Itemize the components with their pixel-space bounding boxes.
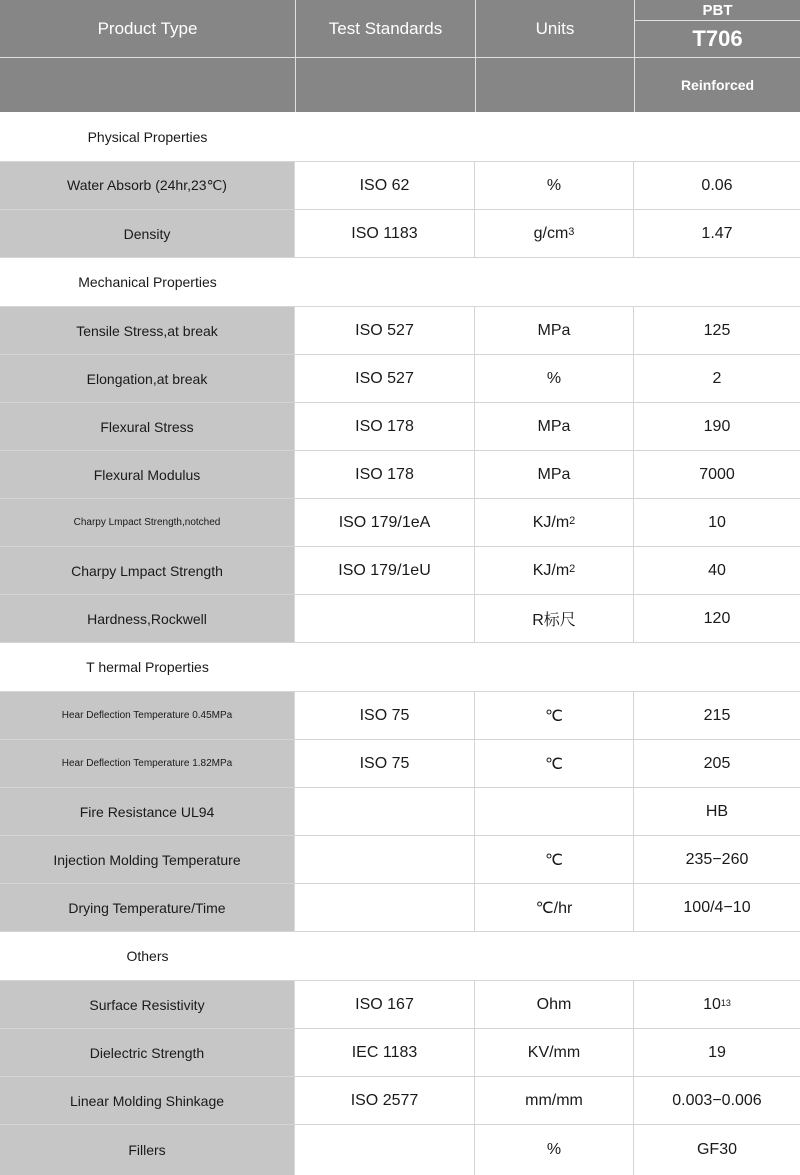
value: 100/4−10 bbox=[683, 898, 751, 916]
value: 2 bbox=[712, 369, 722, 387]
unit: % bbox=[475, 355, 634, 402]
property-name: Fire Resistance UL94 bbox=[0, 788, 295, 835]
unit: KJ/m $^2$ bbox=[475, 499, 634, 546]
table-row bbox=[0, 595, 800, 643]
unit: MPa bbox=[475, 403, 634, 450]
header-grade: T706 bbox=[692, 26, 743, 51]
value: 205 bbox=[703, 754, 731, 772]
unit: MPa bbox=[475, 307, 634, 354]
table-row bbox=[0, 499, 800, 547]
property-name: Linear Molding Shinkage bbox=[0, 1077, 295, 1124]
value: 10 $^{13}$ bbox=[703, 995, 731, 1013]
test-standard bbox=[295, 836, 475, 883]
property-name: Surface Resistivity bbox=[0, 981, 295, 1028]
table-row bbox=[0, 451, 800, 499]
property-name: Elongation,at break bbox=[0, 355, 295, 402]
value: 40 bbox=[708, 561, 726, 579]
table-row bbox=[0, 162, 800, 210]
test-standard bbox=[295, 1125, 475, 1175]
table-row bbox=[0, 403, 800, 451]
property-name: Hear Deflection Temperature 1.82MPa bbox=[0, 740, 295, 787]
property-name: Dielectric Strength bbox=[0, 1029, 295, 1076]
property-name: Fillers bbox=[0, 1125, 295, 1175]
test-standard bbox=[295, 884, 475, 931]
property-name: Drying Temperature/Time bbox=[0, 884, 295, 931]
value: 190 bbox=[703, 417, 731, 435]
value: GF30 bbox=[696, 1141, 737, 1158]
unit: MPa bbox=[475, 451, 634, 498]
test-standard: ISO 178 bbox=[295, 403, 475, 450]
section-thermal: T hermal Properties bbox=[86, 659, 209, 675]
property-name: Charpy Lmpact Strength bbox=[0, 547, 295, 594]
header-test-standards: Test Standards bbox=[328, 18, 443, 38]
header-product-type: Product Type bbox=[97, 18, 198, 38]
property-name: Tensile Stress,at break bbox=[0, 307, 295, 354]
table-row bbox=[0, 210, 800, 258]
unit: KJ/m $^2$ bbox=[475, 547, 634, 594]
property-name: Charpy Lmpact Strength,notched bbox=[0, 499, 295, 546]
unit: ℃ bbox=[475, 692, 634, 739]
table-row bbox=[0, 740, 800, 788]
unit: KV/mm bbox=[475, 1029, 634, 1076]
property-name: Injection Molding Temperature bbox=[0, 836, 295, 883]
test-standard: ISO 75 bbox=[295, 740, 475, 787]
value: 120 bbox=[703, 609, 731, 627]
table-row bbox=[0, 547, 800, 595]
table-row bbox=[0, 355, 800, 403]
value: 19 bbox=[708, 1043, 726, 1061]
test-standard: ISO 179/1eU bbox=[295, 547, 475, 594]
table-row bbox=[0, 981, 800, 1029]
unit: ℃ bbox=[475, 740, 634, 787]
table-row bbox=[0, 307, 800, 355]
test-standard: ISO 167 bbox=[295, 981, 475, 1028]
property-name: Flexural Modulus bbox=[0, 451, 295, 498]
unit: Ohm bbox=[475, 981, 634, 1028]
property-name: Hardness,Rockwell bbox=[0, 595, 295, 642]
header-units: Units bbox=[535, 18, 575, 38]
test-standard: ISO 179/1eA bbox=[295, 499, 475, 546]
unit: R标尺 bbox=[475, 595, 634, 642]
test-standard: ISO 2577 bbox=[295, 1077, 475, 1124]
section-others: Others bbox=[126, 948, 169, 964]
header-variant: Reinforced bbox=[680, 77, 755, 93]
table-row bbox=[0, 1125, 800, 1175]
test-standard: ISO 75 bbox=[295, 692, 475, 739]
unit: mm/mm bbox=[475, 1077, 634, 1124]
unit: ℃/hr bbox=[475, 884, 634, 931]
test-standard bbox=[295, 788, 475, 835]
test-standard: ISO 527 bbox=[295, 355, 475, 402]
table-row bbox=[0, 1029, 800, 1077]
test-standard: ISO 1183 bbox=[295, 210, 475, 257]
unit: % bbox=[475, 162, 634, 209]
section-mechanical: Mechanical Properties bbox=[78, 274, 217, 290]
header-material: PBT bbox=[702, 1, 733, 19]
table-header bbox=[0, 0, 800, 112]
test-standard: ISO 527 bbox=[295, 307, 475, 354]
table-row bbox=[0, 884, 800, 932]
value: 1.47 bbox=[701, 224, 733, 242]
table-row bbox=[0, 692, 800, 740]
property-name: Water Absorb (24hr,23℃) bbox=[0, 162, 295, 209]
unit bbox=[475, 788, 634, 835]
value: 235−260 bbox=[685, 850, 749, 868]
value: 215 bbox=[703, 706, 731, 724]
table-row bbox=[0, 836, 800, 884]
property-name: Hear Deflection Temperature 0.45MPa bbox=[0, 692, 295, 739]
value: 0.06 bbox=[701, 176, 733, 194]
unit: ℃ bbox=[475, 836, 634, 883]
test-standard: ISO 62 bbox=[295, 162, 475, 209]
unit: % bbox=[475, 1125, 634, 1175]
value: 0.003−0.006 bbox=[672, 1091, 762, 1109]
value: 7000 bbox=[699, 465, 735, 483]
property-name: Flexural Stress bbox=[0, 403, 295, 450]
test-standard: IEC 1183 bbox=[295, 1029, 475, 1076]
unit: g/cm $^3$ bbox=[475, 210, 634, 257]
value: 125 bbox=[703, 321, 731, 339]
value: HB bbox=[705, 802, 729, 820]
test-standard bbox=[295, 595, 475, 642]
property-name: Density bbox=[0, 210, 295, 257]
table-row bbox=[0, 788, 800, 836]
value: 10 bbox=[708, 513, 726, 531]
section-physical: Physical Properties bbox=[87, 129, 208, 145]
table-row bbox=[0, 1077, 800, 1125]
test-standard: ISO 178 bbox=[295, 451, 475, 498]
